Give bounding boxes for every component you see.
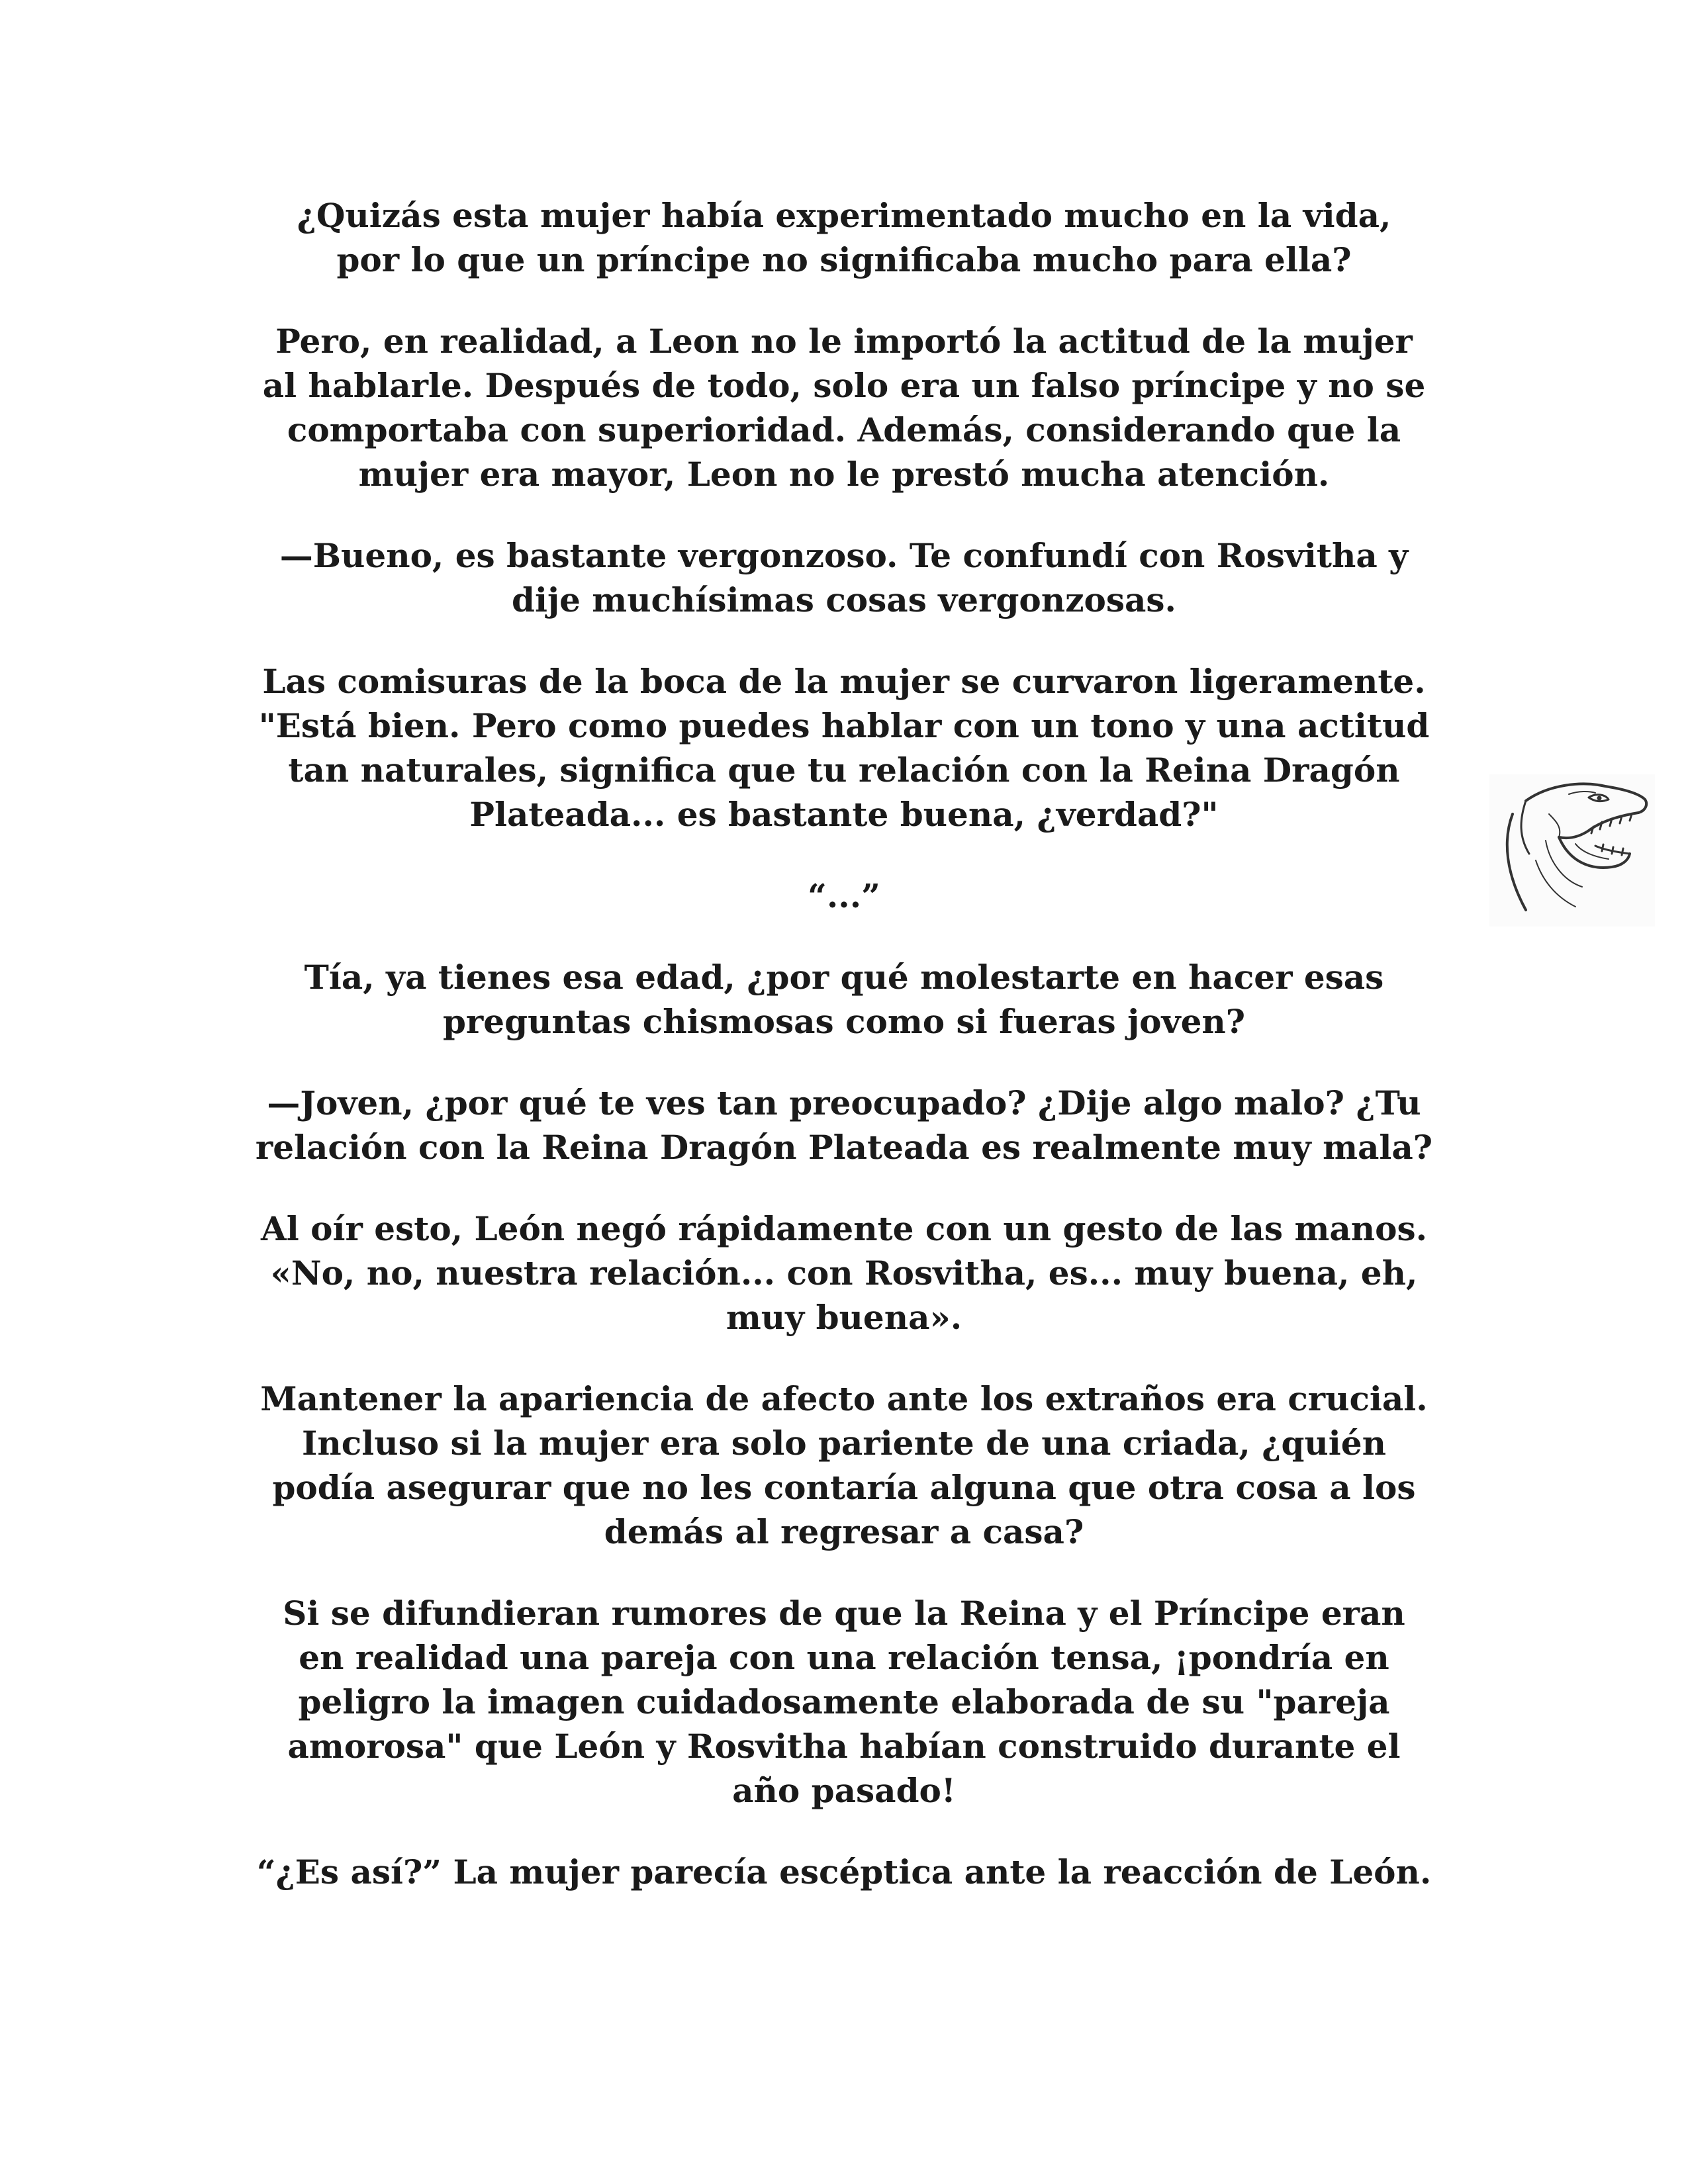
paragraph: Tía, ya tienes esa edad, ¿por qué molestarte en hacer esas preguntas chismosas como si fueras joven? bbox=[304, 958, 1384, 1041]
paragraph: “¿Es así?” La mujer parecía escéptica ante la reacción de León. bbox=[256, 1852, 1432, 1891]
paragraph: —Joven, ¿por qué te ves tan preocupado? ¿Dije algo malo? ¿Tu relación con la Reina Dragón Plateada es realmente muy mala? bbox=[255, 1083, 1433, 1167]
paragraph: ¿Quizás esta mujer había experimentado mucho en la vida, por lo que un príncipe no significaba mucho para ella? bbox=[297, 196, 1391, 279]
paragraph: Las comisuras de la boca de la mujer se curvaron ligeramente. "Está bien. Pero como puedes hablar con un tono y una actitud tan naturales, significa que tu relación con la Reina Dragón Plateada... es bastante buena, ¿verdad?" bbox=[258, 662, 1430, 834]
dinosaur-head-sketch-icon bbox=[1489, 774, 1655, 927]
paragraph: Si se difundieran rumores de que la Reina y el Príncipe eran en realidad una pareja con una relación tensa, ¡pondría en peligro la imagen cuidadosamente elaborada de su "pareja amorosa" que León y Rosvitha habían construido durante el año pasado! bbox=[283, 1594, 1405, 1810]
paragraph: —Bueno, es bastante vergonzoso. Te confundí con Rosvitha y dije muchísimas cosas vergonzosas. bbox=[279, 536, 1409, 619]
paragraph: Al oír esto, León negó rápidamente con un gesto de las manos. «No, no, nuestra relación... con Rosvitha, es... muy buena, eh, muy buena». bbox=[260, 1209, 1428, 1337]
document-body bbox=[218, 193, 1470, 1931]
paragraph: “...” bbox=[808, 876, 880, 915]
paragraph: Pero, en realidad, a Leon no le importó la actitud de la mujer al hablarle. Después de todo, solo era un falso príncipe y no se comportaba con superioridad. Además, considerando que la mujer era mayor, Leon no le prestó mucha atención. bbox=[262, 322, 1426, 494]
paragraph: Mantener la apariencia de afecto ante los extraños era crucial. Incluso si la mujer era solo pariente de una criada, ¿quién podía asegurar que no les contaría alguna que otra cosa a los demás al regresar a casa? bbox=[260, 1379, 1428, 1551]
